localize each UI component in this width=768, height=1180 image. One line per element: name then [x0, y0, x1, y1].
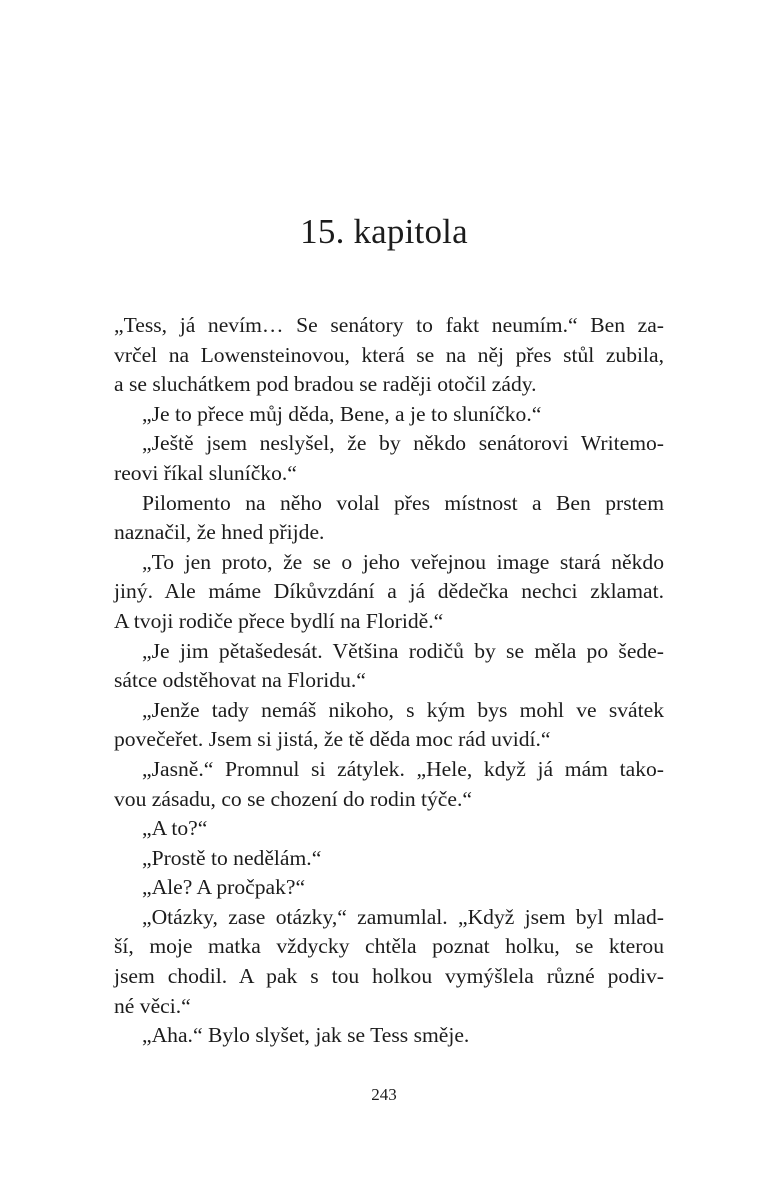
text-line: „Prostě to nedělám.“	[142, 845, 322, 870]
text-line: vou zásadu, co se chození do rodin týče.“	[114, 786, 472, 811]
text-line: né věci.“	[114, 993, 191, 1018]
page-number: 243	[371, 1085, 397, 1104]
text-line: Pilomento na něho volal přes místnost a Ben prstem	[142, 490, 664, 515]
text-line: „Aha.“ Bylo slyšet, jak se Tess směje.	[142, 1023, 470, 1048]
text-line: „Jasně.“ Promnul si zátylek. „Hele, když já mám tako-	[142, 756, 664, 781]
text-line: A tvoji rodiče přece bydlí na Floridě.“	[114, 608, 444, 633]
text-line: vrčel na Lowensteinovou, která se na něj přes stůl zubila,	[114, 342, 664, 367]
body-text	[114, 311, 664, 1051]
text-line: „Tess, já nevím… Se senátory to fakt neumím.“ Ben za-	[114, 313, 664, 337]
text-line: naznačil, že hned přijde.	[114, 520, 325, 545]
text-line: „Ale? A pročpak?“	[142, 875, 306, 900]
text-line: „Je jim pětašedesát. Většina rodičů by se měla po šede-	[142, 638, 664, 663]
text-line: jsem chodil. A pak s tou holkou vymýšlela různé podiv-	[114, 964, 664, 989]
text-line: a se sluchátkem pod bradou se raději otočil zády.	[114, 372, 537, 397]
text-line: jiný. Ale máme Díkůvzdání a já dědečka nechci zklamat.	[114, 579, 664, 604]
text-line: „Ještě jsem neslyšel, že by někdo senátorovi Writemo-	[142, 431, 664, 456]
text-line: „To jen proto, že se o jeho veřejnou image stará někdo	[142, 549, 664, 574]
chapter-title: 15. kapitola	[300, 212, 468, 251]
text-line: „Je to přece můj děda, Bene, a je to sluníčko.“	[142, 401, 542, 426]
text-line: sátce odstěhovat na Floridu.“	[114, 668, 366, 693]
text-line: „A to?“	[142, 816, 208, 841]
text-line: „Jenže tady nemáš nikoho, s kým bys mohl ve svátek	[142, 697, 664, 722]
text-line: ší, moje matka vždycky chtěla poznat holku, se kterou	[114, 934, 664, 959]
text-line: „Otázky, zase otázky,“ zamumlal. „Když jsem byl mlad-	[142, 904, 664, 929]
text-line: reovi říkal sluníčko.“	[114, 460, 297, 485]
text-line: povečeřet. Jsem si jistá, že tě děda moc rád uvidí.“	[114, 727, 551, 752]
